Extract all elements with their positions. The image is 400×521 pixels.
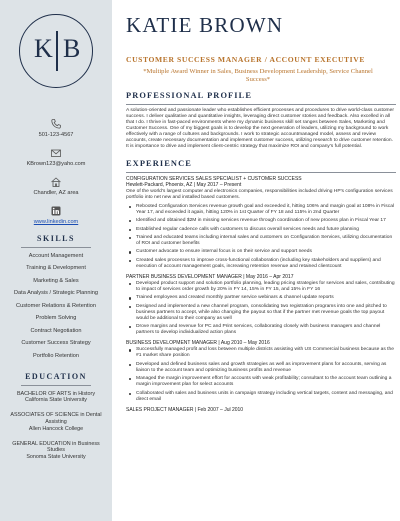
list-item: Designed and implemented a new channel program, consolidating two registration programs into one and pitched to business partners to accept, while also changing the payout so that if the partner met revenue goals the top payout would be additional to their company as well — [136, 304, 396, 322]
job-entry — [120, 176, 396, 270]
profile-divider — [126, 104, 396, 105]
experience-divider — [126, 172, 396, 173]
location-text: Chandler, AZ area — [33, 190, 79, 196]
list-item: Managed the margin improvement effort for accounts with weak profitability; consultant to the account team outlining a margin improvement plan for select accounts — [136, 376, 396, 388]
monogram-logo — [19, 14, 93, 88]
list-item: Rebooted Configuration Services revenue growth goal and exceeded it, hitting 106% and margin goal at 108% in Fiscal Year 17, and exceeded it again, hitting 120% in 1st Quarter of FY 18 and 115% in 2nd Quarter — [136, 203, 395, 215]
phone-icon — [50, 118, 62, 130]
skill-item: Contract Negotiation — [30, 327, 82, 334]
phone-number: 501-123-4567 — [38, 132, 74, 138]
list-item: Trained employees and created monthly partner service webinars & channel update reports — [136, 295, 396, 301]
linkedin-icon — [50, 205, 62, 217]
list-item: Developed and defined business sales and growth strategies as well as improvement plans for accounts, serving as liaison to the account team and optimizing business profits and revenue — [136, 362, 396, 374]
home-icon — [50, 176, 62, 188]
skill-item: Marketing & Sales — [33, 277, 79, 284]
monogram-left-letter: K — [34, 34, 53, 63]
job-entry — [120, 340, 396, 402]
award-tagline: *Multiple Award Winner in Sales, Business Development Leadership, Service Channel Success* — [143, 68, 373, 83]
list-item: Identified and obtained $2M in missing services revenue through coordination of new process plan in Fiscal Year 17 — [136, 218, 396, 224]
job-title: CONFIGURATION SERVICES SALES SPECIALIST + CUSTOMER SUCCESS — [126, 176, 302, 183]
skill-item: Portfolio Retention — [32, 352, 80, 359]
monogram-right-letter: B — [63, 34, 81, 63]
list-item: Collaborated with sales and business units in campaign strategy including vertical targets, content and messaging, and direct email — [136, 391, 396, 403]
job-entry — [120, 274, 396, 336]
job-title: SALES PROJECT MANAGER | Feb 2007 – Jul 2010 — [126, 406, 244, 413]
skill-item: Customer Success Strategy — [21, 340, 91, 347]
experience-heading: EXPERIENCE — [126, 159, 192, 169]
job-title: PARTNER BUSINESS DEVELOPMENT MANAGER | May 2016 – Apr 2017 — [126, 273, 294, 280]
education-item: GENERAL EDUCATION in Business Studies Sonoma State University — [12, 440, 100, 461]
list-item: Customer advocate to ensure internal focus is on their service and support needs — [136, 249, 396, 255]
profile-heading: PROFESSIONAL PROFILE — [126, 91, 253, 100]
job-headline: CUSTOMER SUCCESS MANAGER / ACCOUNT EXECUTIVE — [126, 55, 365, 64]
monogram-divider — [56, 31, 58, 71]
job-bullets — [120, 347, 396, 402]
job-title: BUSINESS DEVELOPMENT MANAGER | Aug 2010 – May 2016 — [126, 340, 270, 347]
list-item: Developed product support and solution portfolio planning, leading pricing strategies for services and sales, contributing to impact of services order growth by 20% in FY 14, 15% in FY 15, and 15% in FY 16 — [136, 281, 395, 292]
skills-list — [0, 253, 112, 360]
job-entry — [120, 407, 396, 413]
contact-phone — [0, 118, 112, 139]
linkedin-link[interactable]: www.linkedin.com — [33, 219, 79, 225]
contact-email — [0, 147, 112, 168]
education-list — [0, 391, 112, 461]
skill-item: Account Management — [28, 252, 84, 259]
skill-item: Problem Solving — [35, 315, 77, 322]
education-item: ASSOCIATES OF SCIENCE in Dental Assisting Allen Hancock College — [10, 412, 102, 432]
candidate-name: KATIE BROWN — [126, 13, 284, 37]
sidebar — [0, 0, 112, 521]
list-item: Created sales processes to improve cross-functional collaboration (including key stakeholders and suppliers) and execution of account management goals, increasing retention revenue and retained clientcount — [136, 258, 396, 270]
list-item: Drove margins and revenue for PC and Print services, collaborating closely with business managers and channel partners to develop individualized action plans — [136, 324, 396, 336]
email-icon — [50, 147, 62, 159]
contact-linkedin — [0, 205, 112, 226]
job-bullets — [120, 281, 396, 336]
email-address[interactable]: KBrown123@yaho.com — [26, 161, 86, 167]
skill-item: Data Analysis / Strategic Planning — [14, 290, 98, 297]
education-heading: EDUCATION — [25, 371, 87, 381]
contact-block — [0, 118, 112, 226]
job-description: One of the world's largest computer and electronics companies, responsibilities included driving HP's configuration services portfolio into net new and installed based customers. — [126, 188, 393, 200]
skills-heading: SKILLS — [37, 234, 75, 243]
list-item: Established regular cadence calls with customers to discuss overall services needs and future planning — [136, 227, 396, 233]
main-content — [120, 0, 396, 521]
job-bullets — [120, 204, 396, 270]
skill-item: Training & Development — [26, 265, 86, 272]
education-item: BACHELOR OF ARTS in History California State University — [16, 390, 96, 404]
skill-item: Customer Relations & Retention — [16, 302, 96, 309]
job-company: Hewlett-Packard, Phoenix, AZ | May 2017 – Present — [126, 182, 242, 189]
contact-location — [0, 176, 112, 197]
list-item: Successfully managed profit and loss between multiple districts assisting with US Commercial business because as the #1 market share position — [136, 347, 396, 359]
education-divider — [21, 385, 91, 386]
profile-text: A solution-oriented and passionate leader who establishes efficient processes and procedures to drive world-class customer success. I deliver qualitative and quantitative insights, leveraging direct customer stories and feedback. Also excelled in all that I do. I thrive in fast-paced environments where my dynamic business skill set ranges between Sales, Marketing and Customer Success. One of my biggest goals is to develop the next generation of leaders, utilizing my background to work effectively with a range of cultures and backgrounds. I work to strategic accountmanaged model, assess and review accounts, create necessary documentation and implement customer success, utilizing research to drive customer retention. It is importance to drive and implement client-centric strategy that maximize ROI and company's full potential. — [126, 107, 394, 150]
skills-divider — [21, 247, 91, 248]
list-item: Trained and educated teams including internal sales and customers on Configuration Services, utilizing documentation of ROI and customer benefits — [136, 235, 396, 247]
